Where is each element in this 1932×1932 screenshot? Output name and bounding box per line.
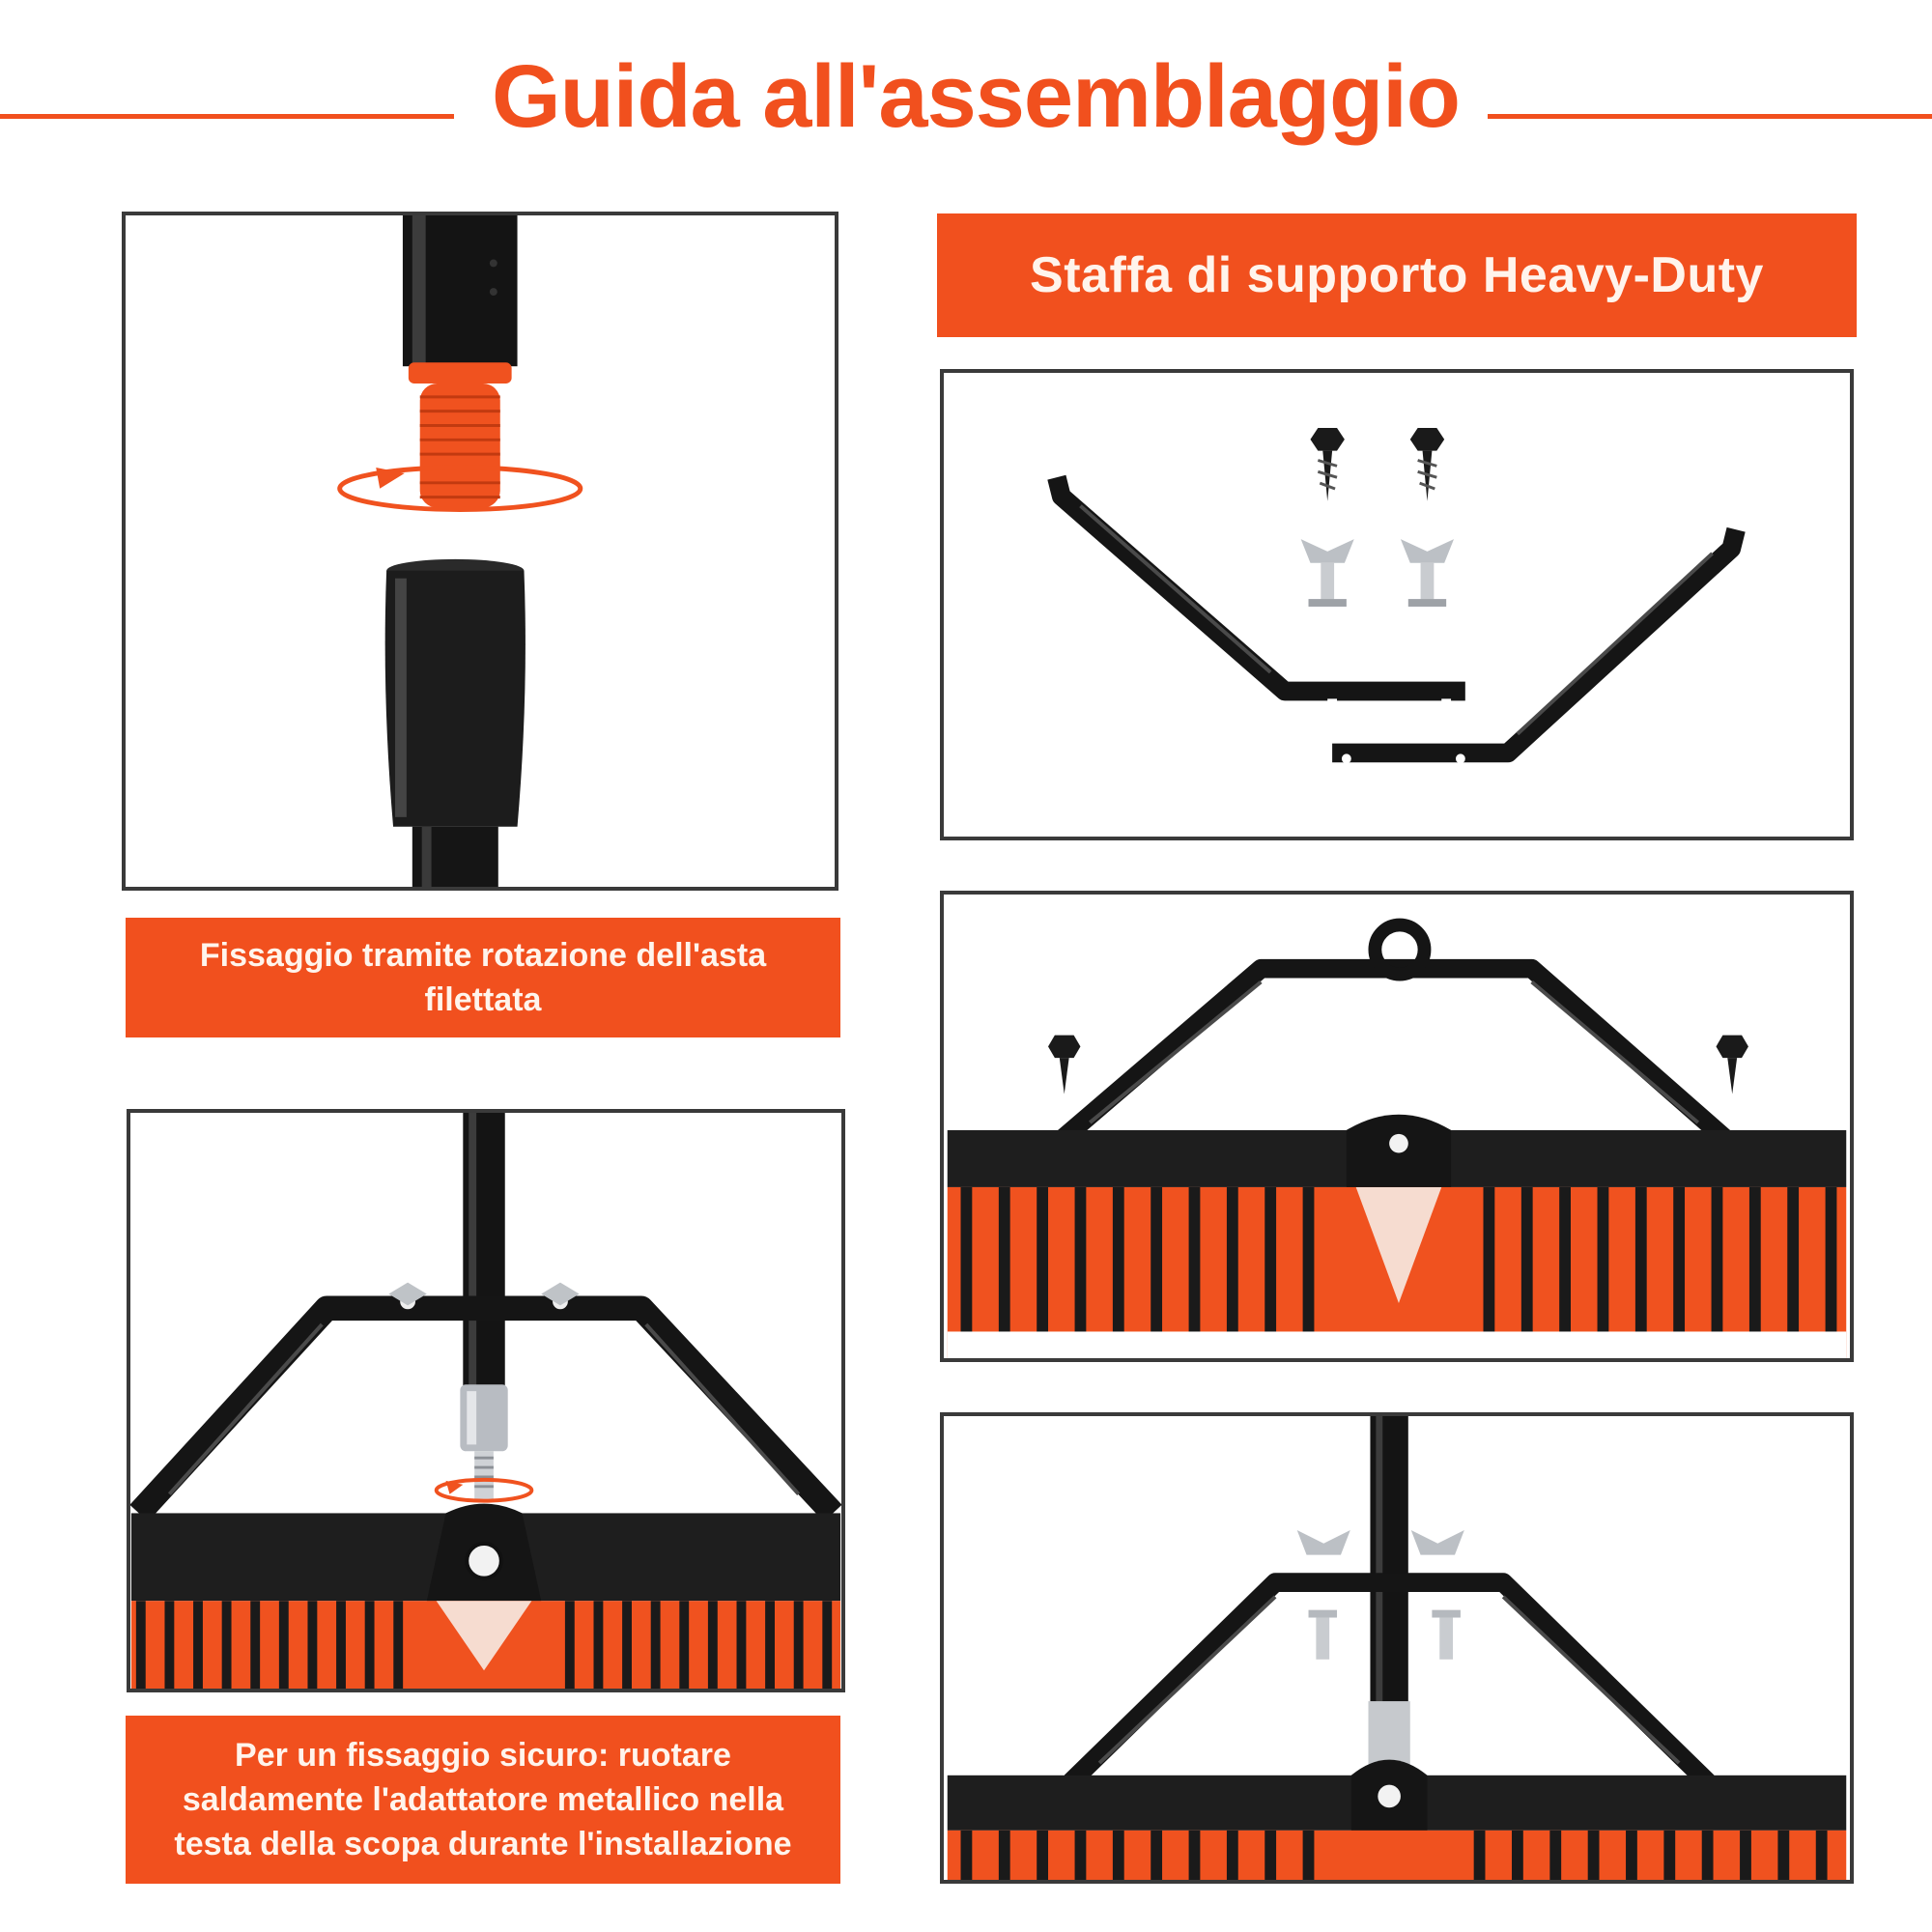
threaded-pole-illustration (126, 215, 835, 887)
caption-threaded: Fissaggio tramite rotazione dell'asta filettata (199, 937, 767, 1018)
panel-bracket-mounting (940, 891, 1854, 1362)
title-rule-left (0, 114, 454, 119)
caption-banner-adapter (126, 1716, 840, 1884)
header-banner-bracket (937, 213, 1857, 337)
title-rule-right (1488, 114, 1932, 119)
metal-adapter-illustration (130, 1113, 841, 1689)
panel-bracket-parts (940, 369, 1854, 840)
caption-adapter: Per un fissaggio sicuro: ruotare saldamente l'adattatore metallico nella testa della scopa durante l'installazione (174, 1737, 792, 1862)
panel-threaded-pole (122, 212, 838, 891)
wing-nut-icon (1301, 539, 1454, 607)
thread-tip (420, 384, 500, 508)
page-title: Guida all'assemblaggio (492, 47, 1460, 146)
panel-metal-adapter (127, 1109, 845, 1692)
screw-icon (1310, 428, 1444, 501)
caption-banner-threaded (126, 918, 840, 1037)
broom-bristles (131, 1601, 840, 1689)
sleeve-adapter (385, 559, 526, 887)
bracket-mounting-illustration (944, 895, 1850, 1358)
bracket-parts-illustration (944, 373, 1850, 837)
header-bracket: Staffa di supporto Heavy-Duty (1030, 247, 1764, 303)
panel-final-assembly (940, 1412, 1854, 1884)
broom-bristles (948, 1187, 1846, 1358)
final-assembly-illustration (944, 1416, 1850, 1880)
broom-bristles (948, 1831, 1846, 1880)
